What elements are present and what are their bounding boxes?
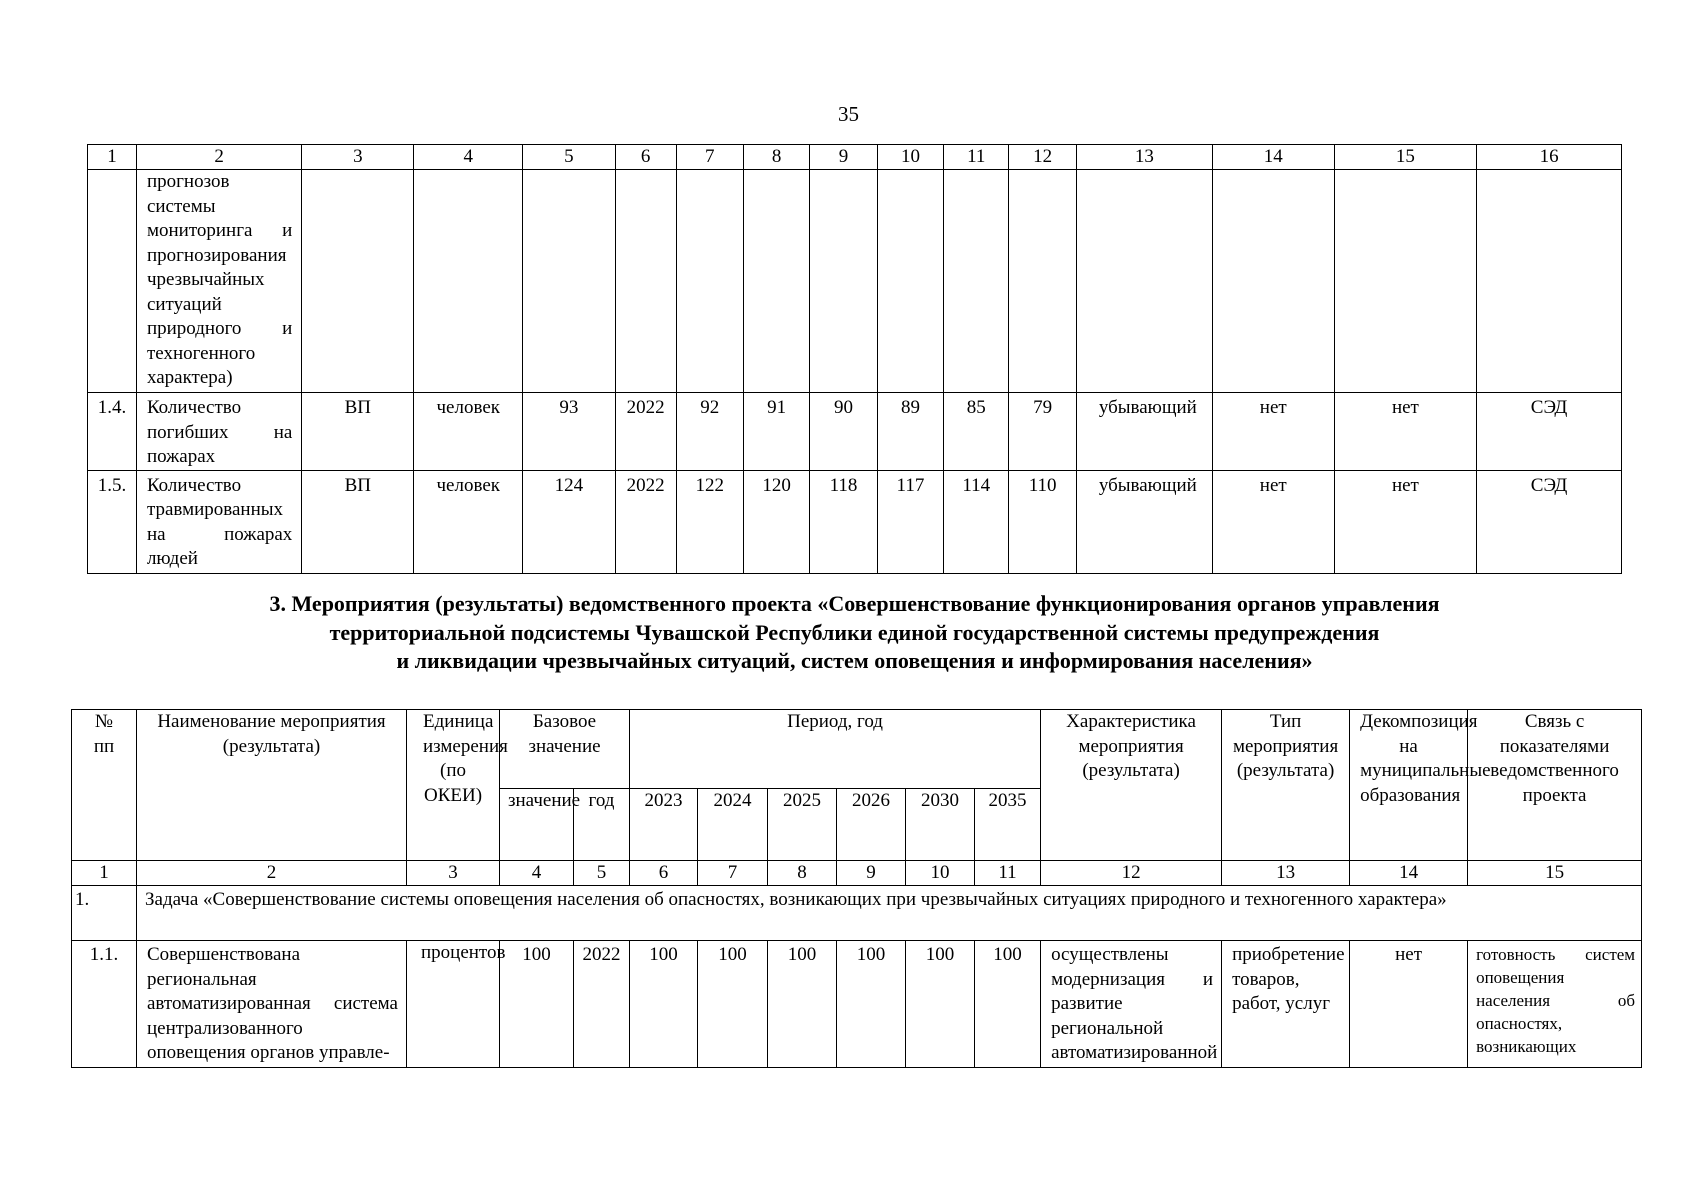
column-number-row [88,145,1622,170]
column-number: 11 [975,861,1041,886]
cell-14: нет [1212,393,1334,471]
table-row [88,170,1622,393]
cell-14: нет [1212,470,1334,573]
column-number-row [72,861,1642,886]
year-value: 100 [975,941,1041,1068]
row-number: 1.5. [88,470,137,573]
column-number: 8 [743,145,809,170]
section-heading [87,590,1622,676]
period-value: 89 [877,393,943,471]
period-value: 117 [877,470,943,573]
base-value: 124 [523,470,615,573]
cell [676,170,743,393]
continuation-text: прогнозов системы мониторинга и прогнозирования чрезвычайных ситуаций природного и техногенного характера) [136,170,301,393]
cell [615,170,676,393]
cell-15: нет [1334,470,1477,573]
column-number: 1 [72,861,137,886]
cell [1212,170,1334,393]
year-value: 100 [698,941,768,1068]
header-period: Период, год [630,710,1041,789]
column-number: 6 [615,145,676,170]
table-row [88,470,1622,573]
section-heading-line: 3. Мероприятия (результаты) ведомственного проекта «Совершенствование функционирования органов управления [269,591,1440,616]
indicator-level: ВП [302,470,414,573]
period-value: 92 [676,393,743,471]
indicator-level: ВП [302,393,414,471]
header-year: 2023 [630,789,698,861]
header-unit: Единица измерения (по ОКЕИ) [407,710,500,861]
cell [877,170,943,393]
year-value: 100 [630,941,698,1068]
cell-15: нет [1334,393,1477,471]
period-value: 85 [944,393,1009,471]
period-value: 120 [743,470,809,573]
period-value: 110 [1009,470,1076,573]
section-heading-line: территориальной подсистемы Чувашской Республики единой государственной системы предупреждения [329,619,1380,645]
column-number: 9 [837,861,906,886]
indicator-link: готовность систем оповещения населения об опасностях, возникающих [1468,941,1642,1068]
header-link: Связь с показателями ведомственного проекта [1468,710,1642,861]
period-value: 90 [810,393,877,471]
period-value: 118 [810,470,877,573]
column-number: 3 [302,145,414,170]
table-row [72,941,1642,1068]
base-year: 2022 [615,470,676,573]
column-number: 14 [1350,861,1468,886]
header-type: Тип мероприятия (результата) [1222,710,1350,861]
cell [743,170,809,393]
column-number: 9 [810,145,877,170]
header-base: Базовое значение [500,710,630,789]
section-heading-line: и ликвидации чрезвычайных ситуаций, систем оповещения и информирования населения» [396,648,1313,673]
indicator-name: Количество травмированных на пожарах людей [136,470,301,573]
page-number: 35 [838,102,859,126]
column-number: 6 [630,861,698,886]
header-year: 2025 [768,789,837,861]
column-number: 10 [906,861,975,886]
measures-table [71,709,1642,1068]
unit: процентов [407,941,500,1068]
column-number: 15 [1468,861,1642,886]
cell [302,170,414,393]
header-year: 2030 [906,789,975,861]
column-number: 2 [137,861,407,886]
column-number: 3 [407,861,500,886]
unit: человек [414,470,523,573]
column-number: 8 [768,861,837,886]
year-value: 100 [837,941,906,1068]
header-year: 2024 [698,789,768,861]
column-number: 2 [136,145,301,170]
indicator-name: Количество погибших на пожарах [136,393,301,471]
column-number: 15 [1334,145,1477,170]
header-base-year: год [574,789,630,861]
task-text: Задача «Совершенствование системы оповещения населения об опасностях, возникающих при чрезвычайных ситуациях природного и техногенного характера» [137,886,1642,941]
column-number: 13 [1222,861,1350,886]
column-number: 5 [574,861,630,886]
header-row [72,710,1642,789]
cell-16: СЭД [1477,470,1622,573]
period-value: 91 [743,393,809,471]
unit: человек [414,393,523,471]
base-year: 2022 [615,393,676,471]
header-characteristic: Характеристика мероприятия (результата) [1041,710,1222,861]
year-value: 100 [768,941,837,1068]
measure-type: приобретение товаров, работ, услуг [1222,941,1350,1068]
cell-16: СЭД [1477,393,1622,471]
column-number: 4 [500,861,574,886]
column-number: 16 [1477,145,1622,170]
cell [810,170,877,393]
header-base-value: значение [500,789,574,861]
column-number: 4 [414,145,523,170]
task-number: 1. [72,886,137,941]
task-row [72,886,1642,941]
header-year: 2035 [975,789,1041,861]
header-decomposition: Декомпозиция на муниципальные образования [1350,710,1468,861]
indicators-table [87,144,1622,574]
column-number: 13 [1076,145,1212,170]
base-value: 100 [500,941,574,1068]
cell [1334,170,1477,393]
period-value: 79 [1009,393,1076,471]
column-number: 10 [877,145,943,170]
cell [414,170,523,393]
column-number: 1 [88,145,137,170]
cell [1477,170,1622,393]
cell [523,170,615,393]
row-number: 1.1. [72,941,137,1068]
characteristic: осуществлены модернизация и развитие региональной автоматизированной [1041,941,1222,1068]
column-number: 11 [944,145,1009,170]
base-year: 2022 [574,941,630,1068]
cell [1009,170,1076,393]
column-number: 12 [1009,145,1076,170]
column-number: 5 [523,145,615,170]
row-number: 1.4. [88,393,137,471]
column-number: 12 [1041,861,1222,886]
base-value: 93 [523,393,615,471]
period-value: 122 [676,470,743,573]
year-value: 100 [906,941,975,1068]
cell [88,170,137,393]
cell [1076,170,1212,393]
table-row [88,393,1622,471]
cell [944,170,1009,393]
period-value: 114 [944,470,1009,573]
column-number: 7 [676,145,743,170]
measure-name: Совершенствована региональная автоматизированная система централизованного оповещения органов управле- [137,941,407,1068]
header-name: Наименование мероприятия (результата) [137,710,407,861]
trend: убывающий [1076,470,1212,573]
decomposition: нет [1350,941,1468,1068]
trend: убывающий [1076,393,1212,471]
header-year: 2026 [837,789,906,861]
column-number: 14 [1212,145,1334,170]
column-number: 7 [698,861,768,886]
header-num: № пп [72,710,137,861]
